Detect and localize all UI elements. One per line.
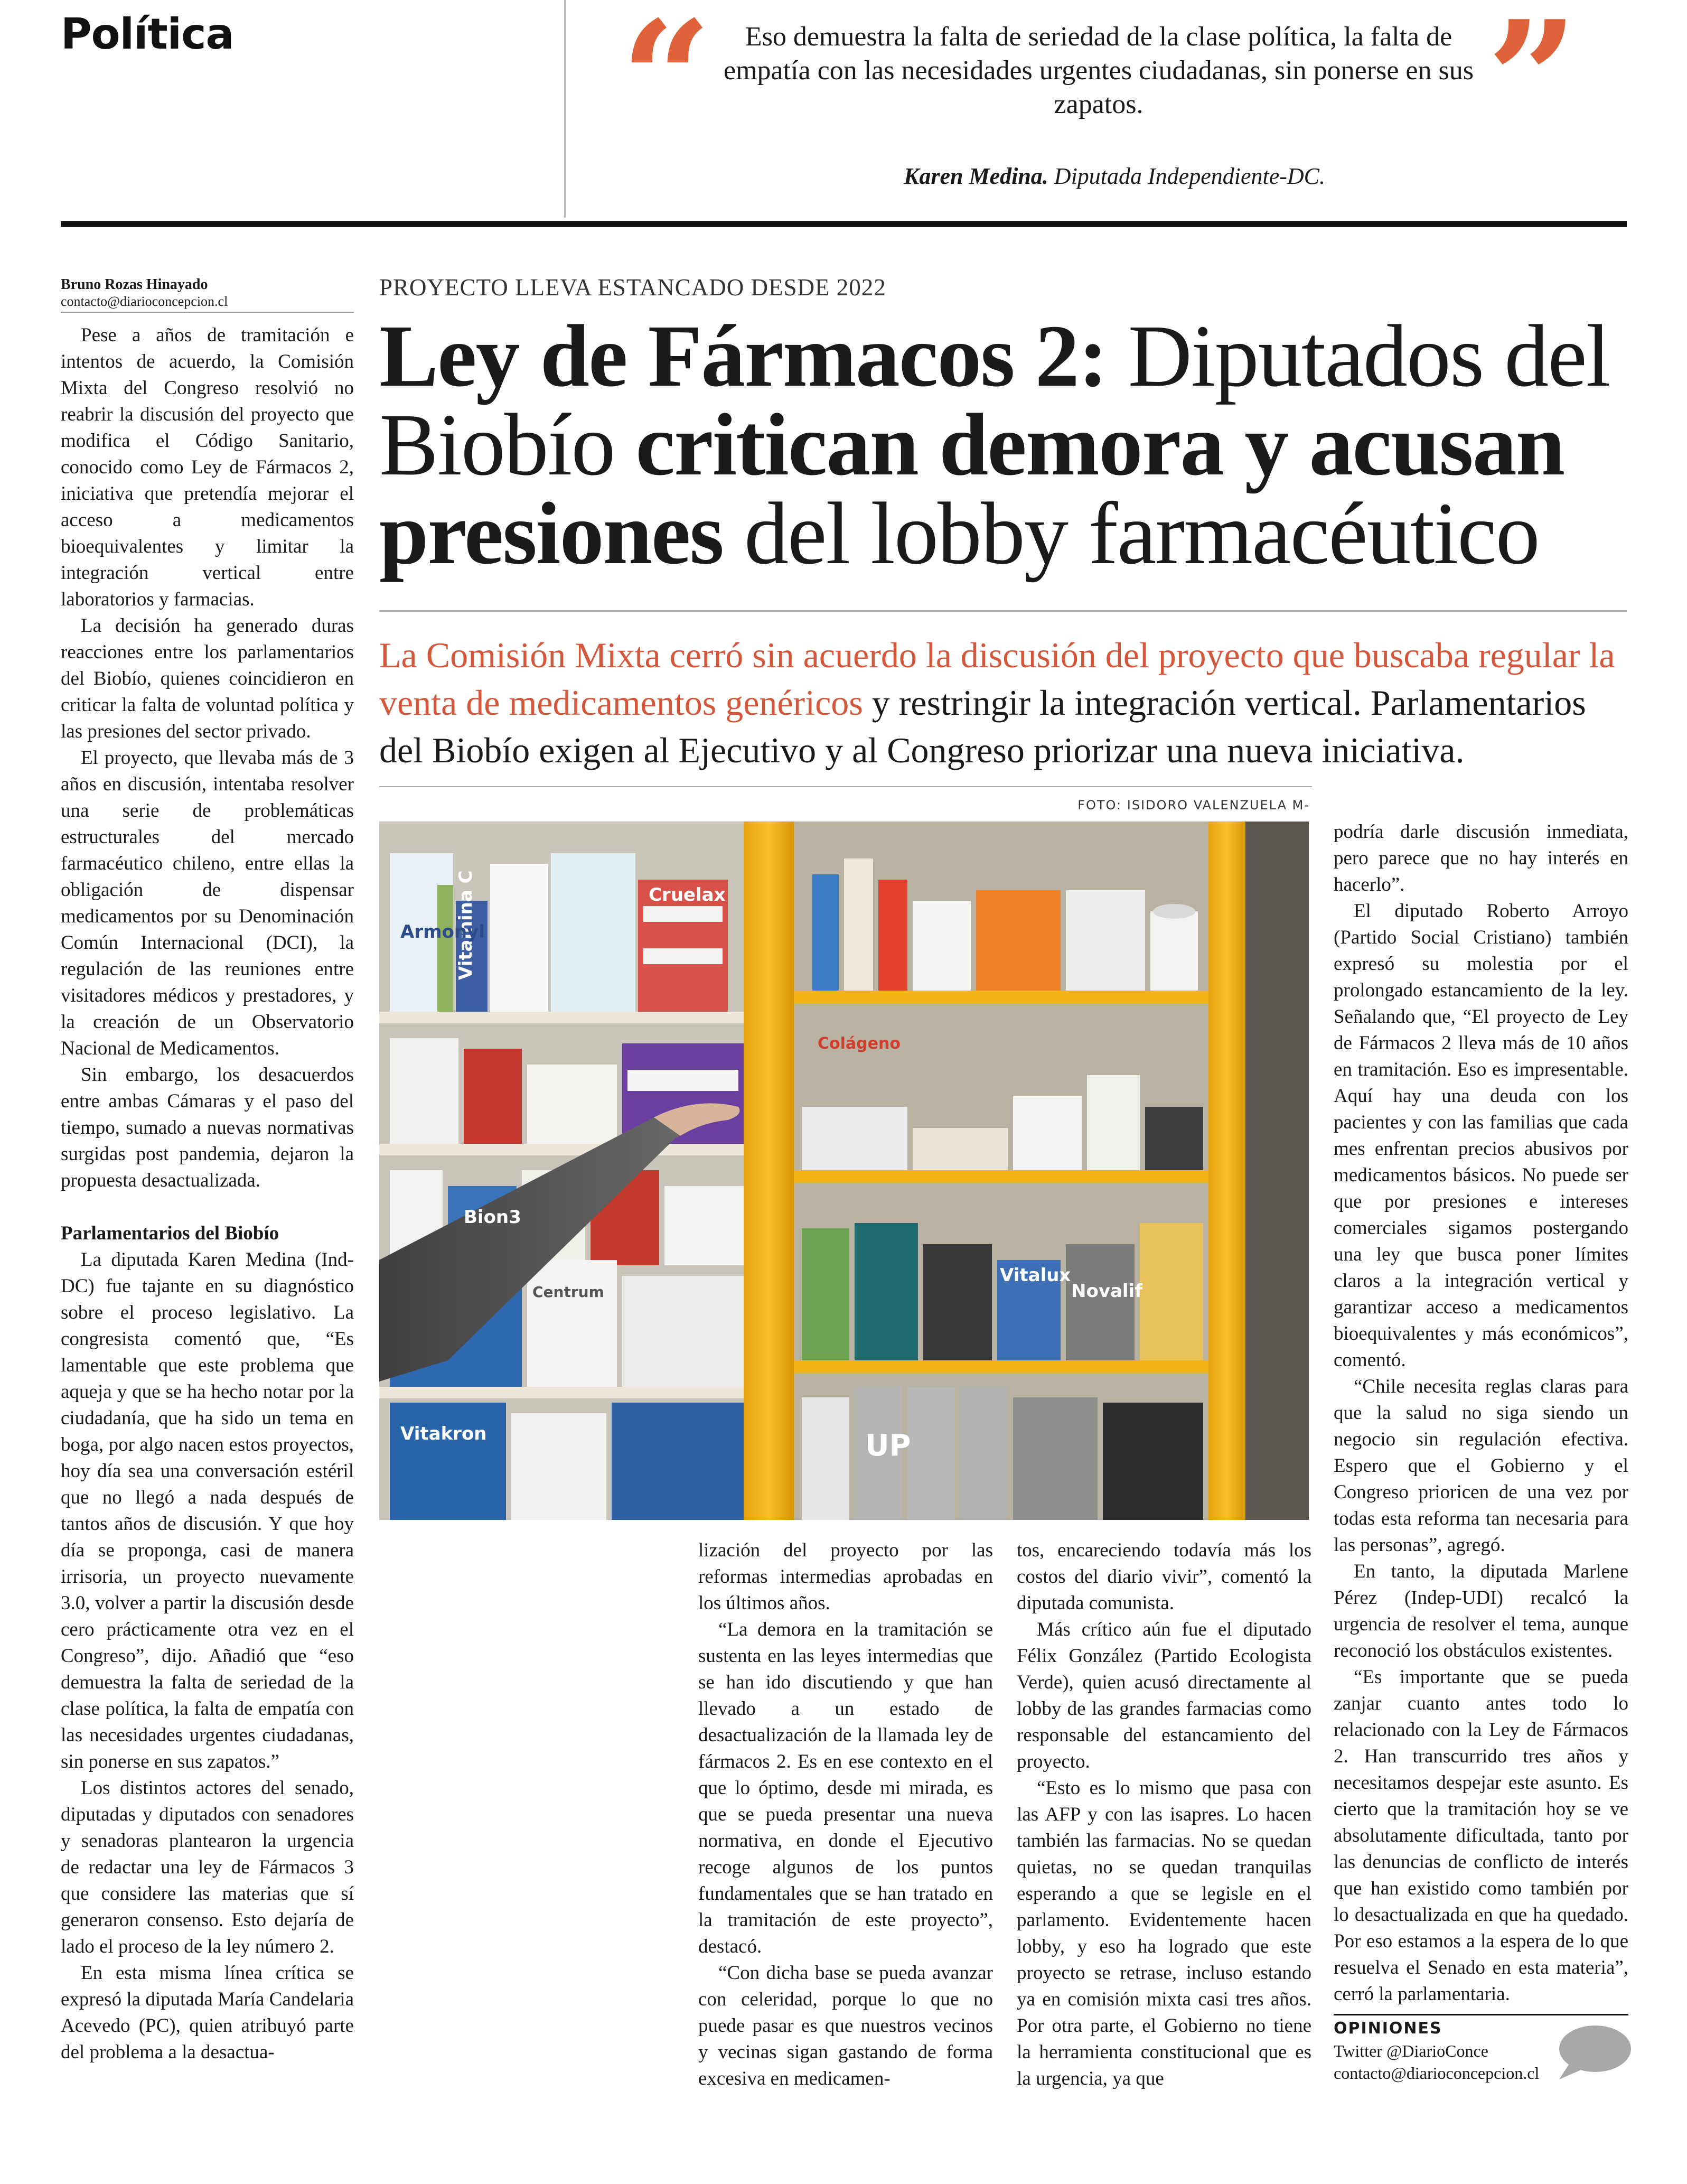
paragraph: La diputada Karen Medina (Ind-DC) fue tajante en su diagnóstico sobre el proceso legislativo. La congresista comentó que, “Es lamentable que este problema que aqueja y que se ha hecho notar por la ciudadanía, que ha sido un tema en boga, por algo nacen estos proyectos, hoy día sea una conversación estéril que no llegó a nada después de tantos años de discusión. Y que hoy día se proponga, casi de manera irrisoria, un proyecto nuevamente 3.0, volver a partir la discusión desde cero prácticamente otra vez en el Congreso”, dijo. Añadió que “eso demuestra la falta de seriedad de la clase política, la falta de empatía con las necesidades urgentes ciudadanas, sin ponerse en sus zapatos.” xyxy=(61,1249,354,1772)
quote-role: Diputada Independiente-DC. xyxy=(1054,163,1326,189)
close-quote-icon: ” xyxy=(1487,0,1578,172)
paragraph: Más crítico aún fue el diputado Félix González (Partido Ecologista Verde), quien acusó directamente al lobby de las grandes farmacias como responsable del estancamiento del proyecto. xyxy=(1017,1619,1311,1772)
photo-illustration xyxy=(379,822,1309,1520)
section-title: Política xyxy=(61,10,234,59)
deck-accent: La Comisión Mixta cerró sin acuerdo la discusión del proyecto que buscaba regular la venta de medicamentos genéricos xyxy=(379,635,1615,723)
open-quote-icon: “ xyxy=(621,0,712,172)
photo-label-10: Colágeno xyxy=(818,1034,901,1053)
deck-rest: y restringir la integración vertical. Parlamentarios del Biobío exigen al Ejecutivo y al Congreso priorizar una nueva iniciativa. xyxy=(379,683,1586,770)
headline xyxy=(379,307,1647,583)
paragraph: El diputado Roberto Arroyo (Partido Social Cristiano) también expresó su molestia por el prolongado estancamiento de la ley. Señalando que, “El proyecto de Ley de Fármacos 2 lleva más de 10 años en tramitación. Eso es impresentable. Aquí hay una deuda con los pacientes y con las familias que cada mes enfrentan precios abusivos por medicamentos básicos. No puede ser que por presiones e intereses comerciales sigamos postergando una ley que busca poner límites claros a la integración vertical y garantizar acceso a medicamentos bioequivalentes y más económicos”, comentó. xyxy=(1334,900,1628,1371)
paragraph: “Chile necesita reglas claras para que la salud no siga siendo un negocio sin regulación efectiva. Espero que el Gobierno y el Congreso prioricen de una vez por todas esta reforma tan necesaria para las personas”, agregó. xyxy=(1334,1376,1628,1556)
photo-label-9: Centrum xyxy=(532,1283,604,1301)
headline-rule xyxy=(379,610,1627,612)
paragraph: En esta misma línea crítica se expresó la diputada María Candelaria Acevedo (PC), quien atribuyó parte del problema a la desactua- xyxy=(61,1962,354,2063)
byline-author: Bruno Rozas Hinayado xyxy=(61,276,208,293)
body-column-2 xyxy=(698,1537,993,2092)
paragraph: “Con dicha base se pueda avanzar con celeridad, porque lo que no puede pasar es que nuestros vecinos y vecinas sigan gastando de forma excesiva en medicamen- xyxy=(698,1962,993,2089)
photo-rule xyxy=(379,786,1312,787)
photo-label-6: UP xyxy=(865,1429,911,1463)
opinions-email[interactable]: contacto@diarioconcepcion.cl xyxy=(1334,2064,1540,2083)
paragraph: “La demora en la tramitación se sustenta en las leyes intermedias que se han ido discutiendo y que han llevado a un estado de desactualización de la llamada ley de fármacos 2. Es en ese contexto en el que lo óptimo, desde mi mirada, es que se pueda presentar una nueva normativa, en donde el Ejecutivo recoge algunos de los puntos fundamentales que se han tratado en la tramitación de este proyecto”, destacó. xyxy=(698,1619,993,1957)
photo-label-5: Vitalux xyxy=(1000,1265,1071,1286)
photo-label-7: Vitakron xyxy=(400,1423,487,1444)
byline-rule xyxy=(61,312,354,313)
pull-quote: Eso demuestra la falta de seriedad de la clase política, la falta de empatía con las necesidades urgentes ciudadanas, sin ponerse en sus zapatos. xyxy=(724,22,1474,119)
headline-part-1: Ley de Fármacos 2: xyxy=(379,307,1107,405)
opinions-title: OPINIONES xyxy=(1334,2019,1442,2038)
headline-part-3: critican demora y acusan presiones xyxy=(379,396,1564,583)
paragraph: Los distintos actores del senado, diputadas y diputados con senadores y senadoras plantearon la urgencia de redactar una ley de Fármacos 3 que considere las materias que sí generaron consenso. Esto dejaría de lado el proceso de la ley número 2. xyxy=(61,1777,354,1957)
quote-attribution xyxy=(560,163,1669,190)
paragraph: Sin embargo, los desacuerdos entre ambas Cámaras y el paso del tiempo, sumado a nuevas normativas surgidas post pandemia, dejaron la propuesta desactualizada. xyxy=(61,1064,354,1191)
photo-label-4: Novalif xyxy=(1071,1281,1143,1302)
paragraph: podría darle discusión inmediata, pero parece que no hay interés en hacerlo”. xyxy=(1334,821,1628,895)
headline-part-2: Diputados del Biobío xyxy=(379,307,1610,494)
photo-label-3: Bion3 xyxy=(464,1207,521,1228)
body-column-4 xyxy=(1334,819,1628,2008)
paragraph: Pese a años de tramitación e intentos de acuerdo, la Comisión Mixta del Congreso resolvió no reabrir la discusión del proyecto que modifica el Código Sanitario, conocido como Ley de Fármacos 2, iniciativa que pretendía mejorar el acceso a medicamentos bioequivalentes y limitar la integración vertical entre laboratorios y farmacias. xyxy=(61,324,354,610)
paragraph: “Esto es lo mismo que pasa con las AFP y con las isapres. Lo hacen también las farmacias. No se quedan quietas, no se quedan tranquilas esperando a que se legisle en el parlamento. Evidentemente hacen lobby, y eso ha logrado que este proyecto se retrase, incluso estando ya en comisión mixta casi tres años. Por otra parte, el Gobierno no tiene la herramienta constitucional que es la urgencia, ya que xyxy=(1017,1777,1311,2089)
pharmacy-shelves-photo xyxy=(379,822,1309,1520)
paragraph: El proyecto, que llevaba más de 3 años en discusión, intentaba resolver una serie de problemáticas estructurales del mercado farmacéutico chileno, entre ellas la obligación de dispensar medicamentos por su Denominación Común Internacional (DCI), la regulación de las reuniones entre visitadores médicos y prestadores, y la creación de un Observatorio Nacional de Medicamentos. xyxy=(61,747,354,1059)
paragraph: tos, encareciendo todavía más los costos del diario vivir”, comentó la diputada comunista. xyxy=(1017,1539,1311,1614)
opinions-rule xyxy=(1334,2014,1628,2015)
subhead: Parlamentarios del Biobío xyxy=(61,1222,279,1244)
paragraph: lización del proyecto por las reformas intermedias aprobadas en los últimos años. xyxy=(698,1539,993,1614)
photo-label-1: Vitamina C xyxy=(455,870,476,980)
headline-part-4: del lobby farmacéutico xyxy=(723,484,1539,583)
kicker: PROYECTO LLEVA ESTANCADO DESDE 2022 xyxy=(379,274,886,301)
opinions-twitter[interactable]: Twitter @DiarioConce xyxy=(1334,2041,1488,2060)
photo-label-8: Armonyl xyxy=(400,921,485,942)
paragraph: En tanto, la diputada Marlene Pérez (Indep-UDI) recalcó la urgencia de resolver el tema, aunque reconoció los obstáculos existentes. xyxy=(1334,1561,1628,1662)
photo-credit: FOTO: ISIDORO VALENZUELA M- xyxy=(1077,798,1310,813)
deck xyxy=(379,631,1631,774)
body-column-1 xyxy=(61,322,354,2066)
speech-bubble-icon xyxy=(1553,2023,1632,2082)
paragraph: “Es importante que se pueda zanjar cuanto antes todo lo relacionado con la Ley de Fármacos 2. Han transcurrido tres años y necesitamos despejar este asunto. Es cierto que la tramitación hoy se ve absolutamente dificultada, tanto por las denuncias de conflicto de interés que han existido como también por lo desactualizada en que ha quedado. Por eso estamos a la espera de lo que resuelva el Senado en esta materia”, cerró la parlamentaria. xyxy=(1334,1666,1628,2005)
paragraph: La decisión ha generado duras reacciones entre los parlamentarios del Biobío, quienes coincidieron en criticar la falta de voluntad política y las presiones del sector privado. xyxy=(61,615,354,742)
body-column-3 xyxy=(1017,1537,1311,2092)
byline-email[interactable]: contacto@diarioconcepcion.cl xyxy=(61,294,228,309)
photo-label-2: Cruelax xyxy=(649,884,726,906)
quote-author: Karen Medina. xyxy=(903,163,1048,189)
header-rule xyxy=(61,221,1627,227)
